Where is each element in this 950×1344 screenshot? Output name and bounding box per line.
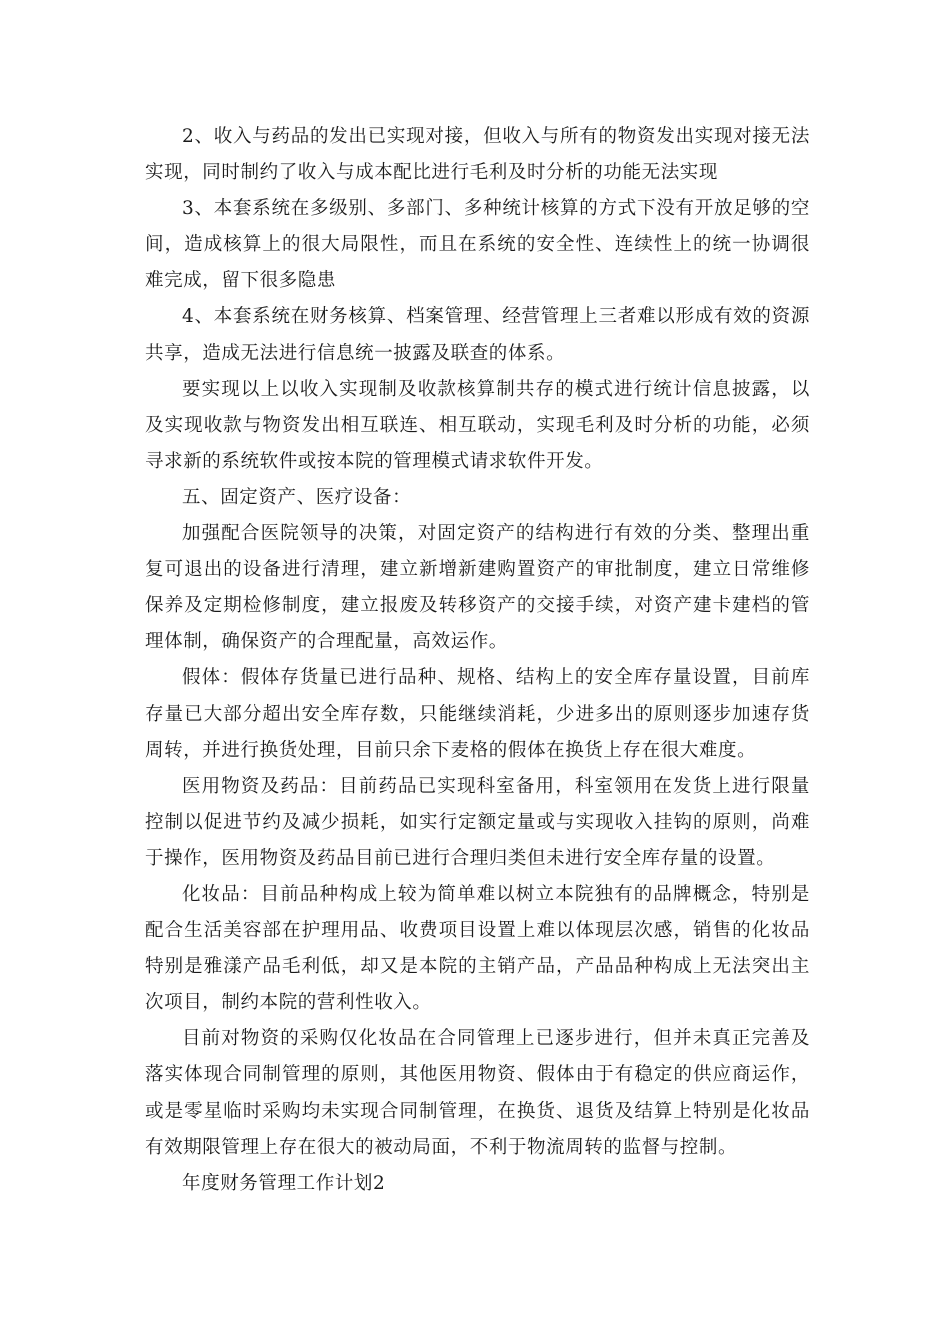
paragraph-medical-supplies: 医用物资及药品：目前药品已实现科室备用，科室领用在发货上进行限量控制以促进节约及减少损耗，如实行定额定量或与实现收入挂钩的原则，尚难于操作，医用物资及药品目前已进行合理归类但未进行安全库存量的设置。	[145, 775, 810, 869]
paragraph-item-4: 4、本套系统在财务核算、档案管理、经营管理上三者难以形成有效的资源共享，造成无法进行信息统一披露及联查的体系。	[145, 306, 810, 364]
paragraph-cosmetics: 化妆品：目前品种构成上较为简单难以树立本院独有的品牌概念，特别是配合生活美容部在护理用品、收费项目设置上难以体现层次感，销售的化妆品特别是雅漾产品毛利低，却又是本院的主销产品，产品品种构成上无法突出主次项目，制约本院的营利性收入。	[145, 883, 810, 1014]
section-heading-fixed-assets: 五、固定资产、医疗设备：	[182, 486, 412, 508]
paragraph-prosthesis: 假体：假体存货量已进行品种、规格、结构上的安全库存量设置，目前库存量已大部分超出安全库存数，只能继续消耗，少进多出的原则逐步加速存货周转，并进行换货处理，目前只余下麦格的假体在换货上存在很大难度。	[145, 667, 810, 761]
document-body	[145, 119, 810, 1202]
paragraph-summary: 要实现以上以收入实现制及收款核算制共存的模式进行统计信息披露，以及实现收款与物资发出相互联连、相互联动，实现毛利及时分析的功能，必须寻求新的系统软件或按本院的管理模式请求软件开发。	[145, 378, 810, 472]
paragraph-procurement: 目前对物资的采购仅化妆品在合同管理上已逐步进行，但并未真正完善及落实体现合同制管理的原则，其他医用物资、假体由于有稳定的供应商运作，或是零星临时采购均未实现合同制管理，在换货、退货及结算上特别是化妆品有效期限管理上存在很大的被动局面，不利于物流周转的监督与控制。	[145, 1028, 810, 1158]
paragraph-item-3: 3、本套系统在多级别、多部门、多种统计核算的方式下没有开放足够的空间，造成核算上的很大局限性，而且在系统的安全性、连续性上的统一协调很难完成，留下很多隐患	[145, 198, 810, 292]
section-heading-plan-2: 年度财务管理工作计划2	[182, 1172, 386, 1194]
paragraph-item-2: 2、收入与药品的发出已实现对接，但收入与所有的物资发出实现对接无法实现，同时制约了收入与成本配比进行毛利及时分析的功能无法实现	[145, 126, 810, 184]
paragraph-fixed-assets: 加强配合医院领导的决策，对固定资产的结构进行有效的分类、整理出重复可退出的设备进行清理，建立新增新建购置资产的审批制度，建立日常维修保养及定期检修制度，建立报废及转移资产的交接手续，对资产建卡建档的管理体制，确保资产的合理配量，高效运作。	[145, 523, 810, 653]
